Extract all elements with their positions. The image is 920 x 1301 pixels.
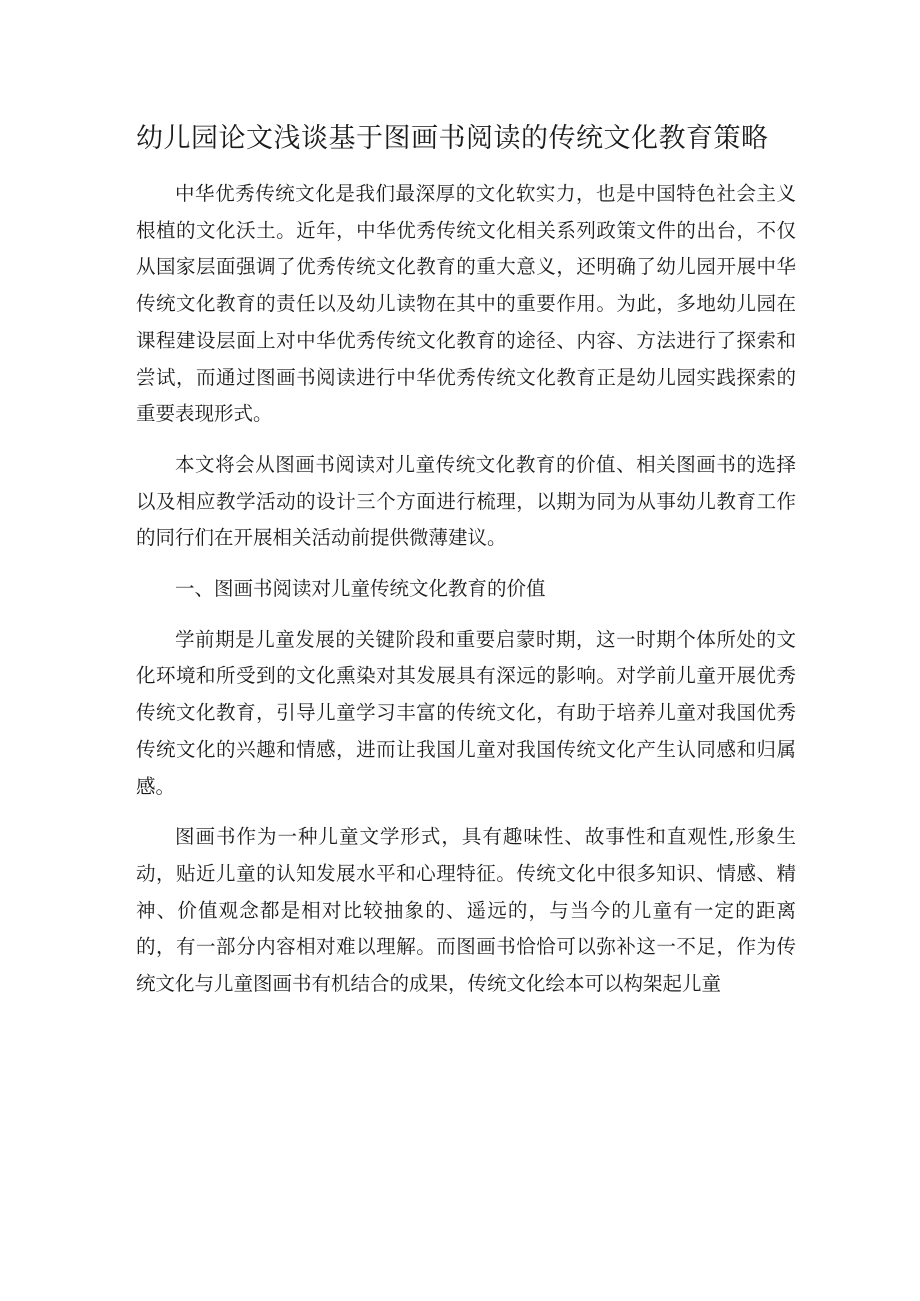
paragraph-intro: 中华优秀传统文化是我们最深厚的文化软实力，也是中国特色社会主义根植的文化沃土。近年，中华优秀传统文化相关系列政策文件的出台，不仅从国家层面强调了优秀传统文化教育的重大意义，还明确了幼儿园开展中华传统文化教育的责任以及幼儿读物在其中的重要作用。为此，多地幼儿园在课程建设层面上对中华优秀传统文化教育的途径、内容、方法进行了探索和尝试，而通过图画书阅读进行中华优秀传统文化教育正是幼儿园实践探索的重要表现形式。 <box>136 182 796 426</box>
section-heading: 一、图画书阅读对儿童传统文化教育的价值 <box>175 577 546 601</box>
paragraph-picture-book: 图画书作为一种儿童文学形式，具有趣味性、故事性和直观性,形象生动，贴近儿童的认知发展水平和心理特征。传统文化中很多知识、情感、精神、价值观念都是相对比较抽象的、遥远的，与当今的儿童有一定的距离的，有一部分内容相对难以理解。而图画书恰恰可以弥补这一不足，作为传统文化与儿童图画书有机结合的成果，传统文化绘本可以构架起儿童 <box>136 825 796 996</box>
document-title: 幼儿园论文浅谈基于图画书阅读的传统文化教育策略 <box>136 123 769 154</box>
paragraph-preschool-value: 学前期是儿童发展的关键阶段和重要启蒙时期，这一时期个体所处的文化环境和所受到的文化熏染对其发展具有深远的影响。对学前儿童开展优秀传统文化教育，引导儿童学习丰富的传统文化，有助于培养儿童对我国优秀传统文化的兴趣和情感，进而让我国儿童对我国传统文化产生认同感和归属感。 <box>136 627 796 798</box>
paragraph-overview: 本文将会从图画书阅读对儿童传统文化教育的价值、相关图画书的选择以及相应教学活动的设计三个方面进行梳理，以期为同为从事幼儿教育工作的同行们在开展相关活动前提供微薄建议。 <box>136 452 796 550</box>
document-body <box>136 176 796 1017</box>
